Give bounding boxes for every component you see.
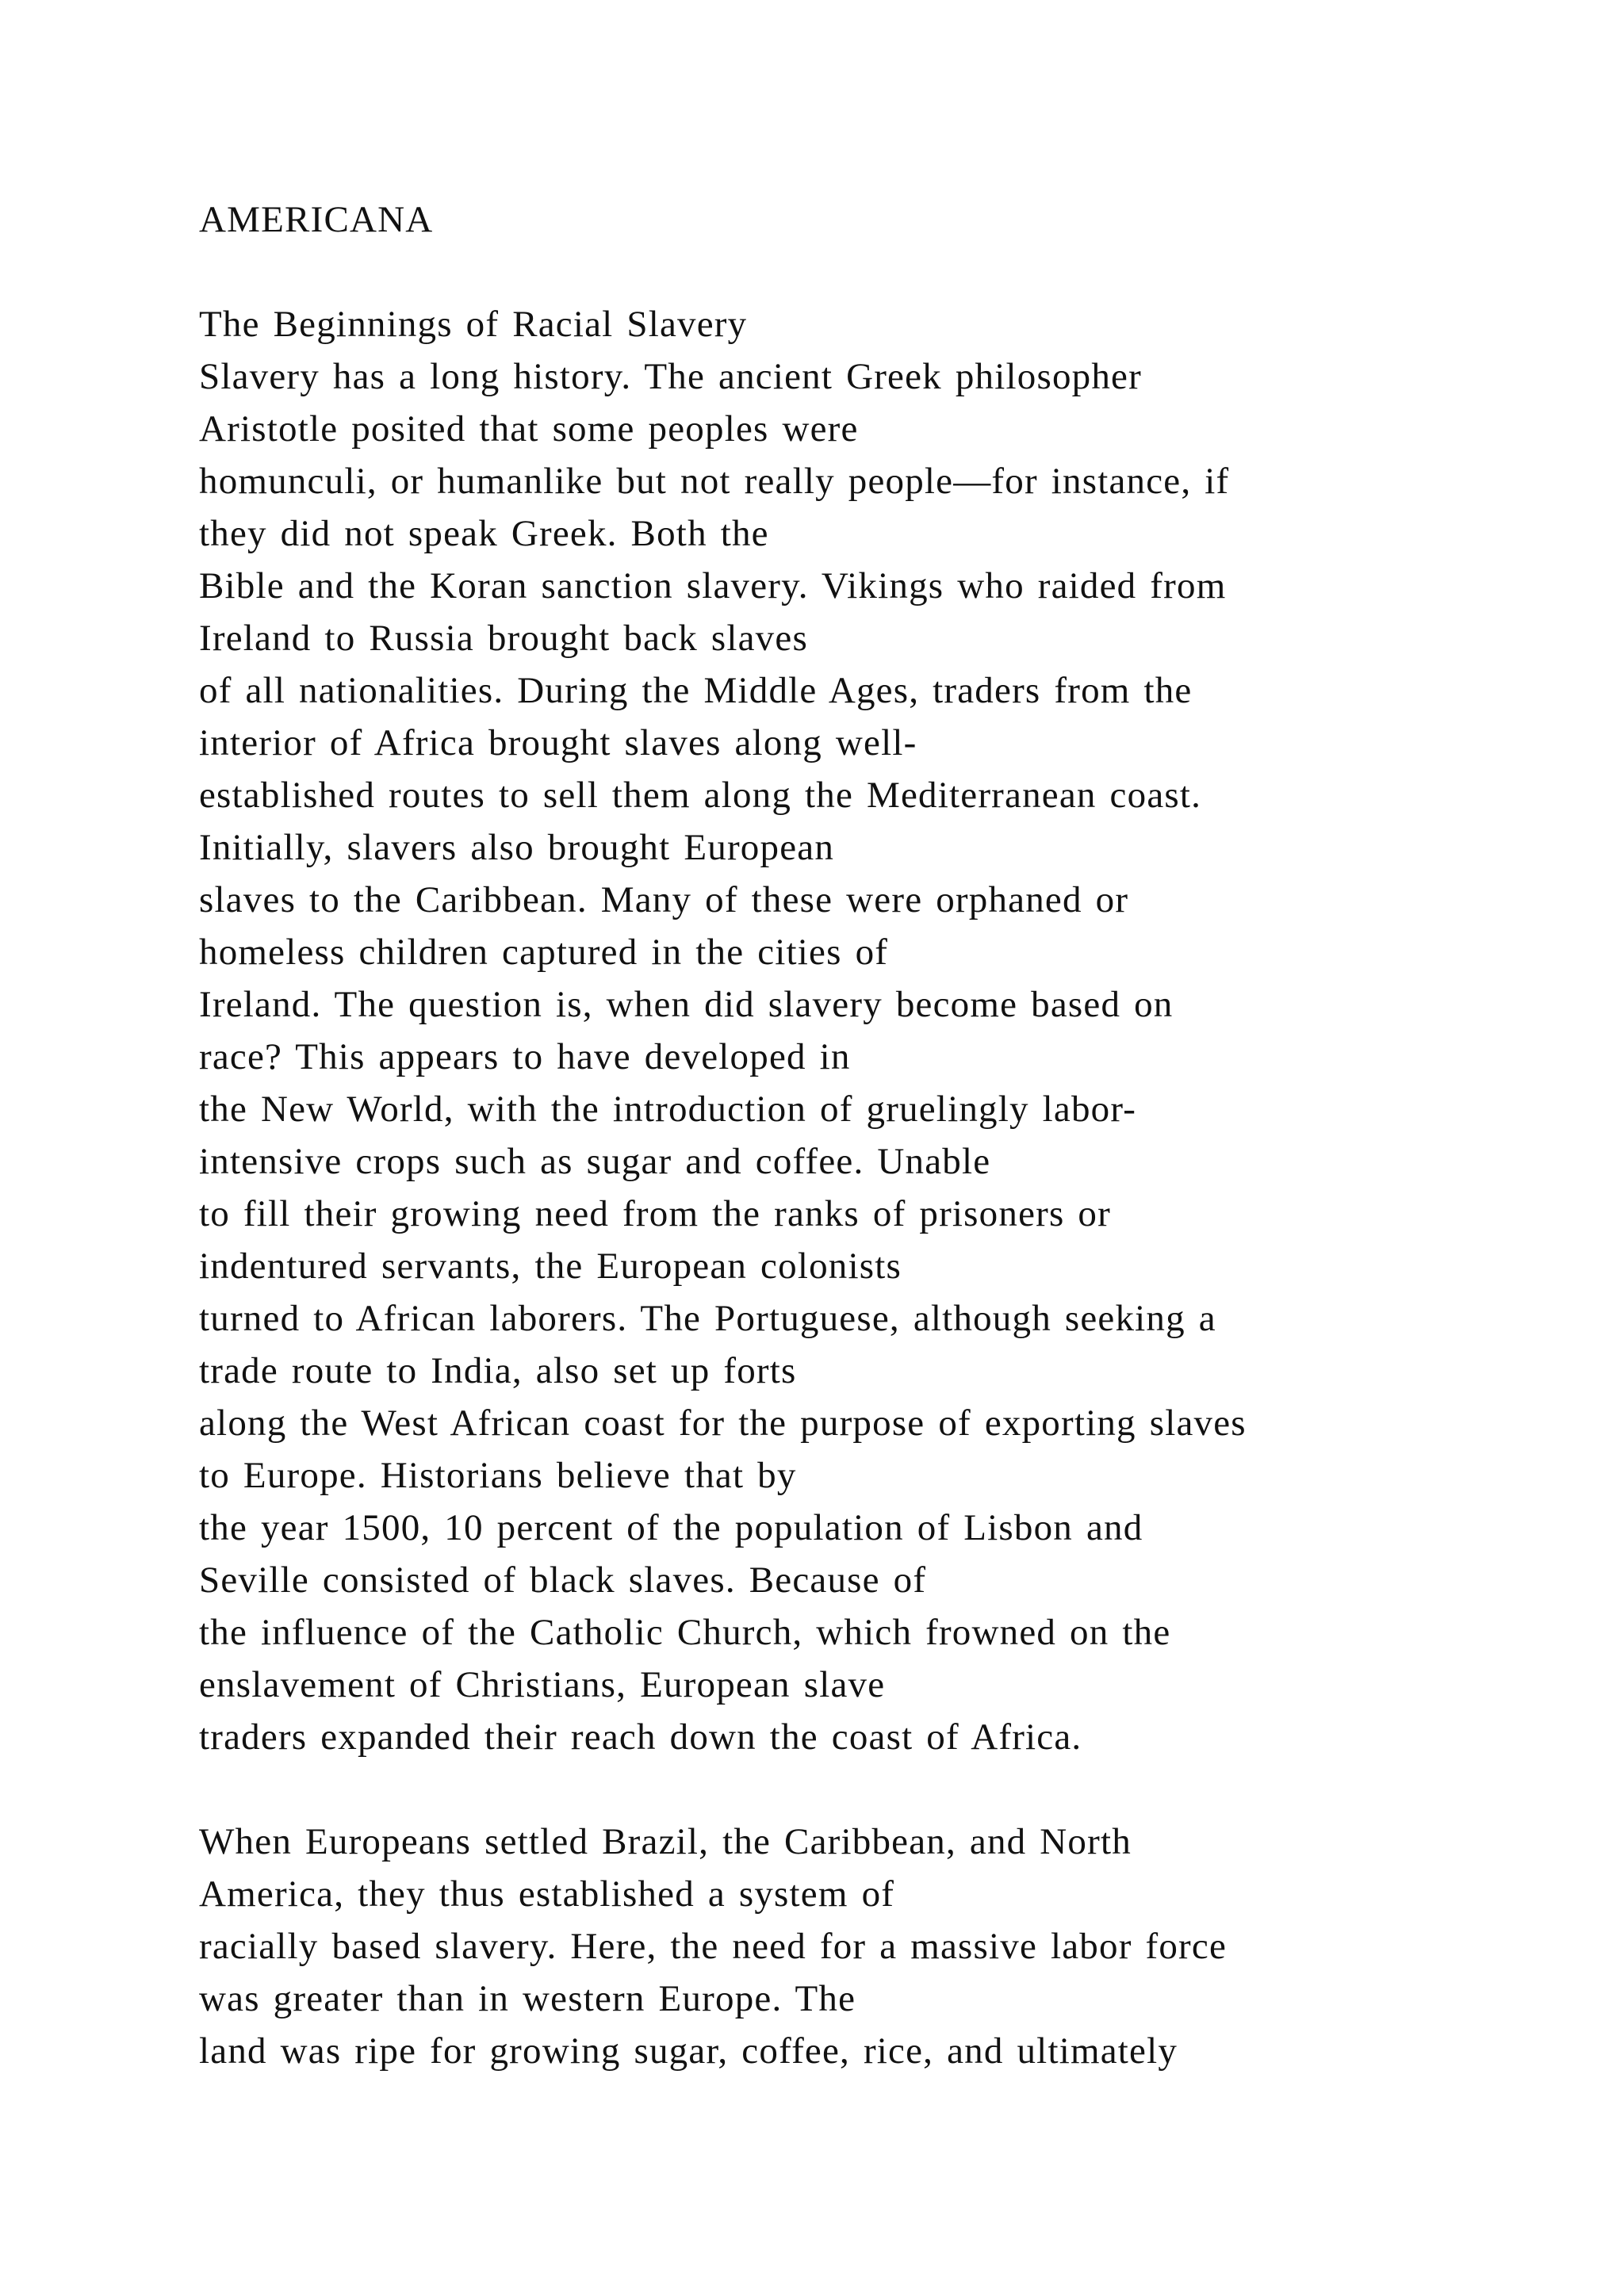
- text-line: the year 1500, 10 percent of the population of Lisbon and: [199, 1507, 1143, 1548]
- paragraph-2: [199, 1816, 1611, 2077]
- text-line: of all nationalities. During the Middle Ages, traders from the: [199, 670, 1193, 711]
- document-body: [199, 193, 1611, 2077]
- section-title: The Beginnings of Racial Slavery: [199, 304, 748, 345]
- text-line: When Europeans settled Brazil, the Caribbean, and North: [199, 1821, 1132, 1862]
- text-line: interior of Africa brought slaves along well-: [199, 722, 917, 763]
- text-line: established routes to sell them along the Mediterranean coast.: [199, 775, 1202, 816]
- text-line: Bible and the Koran sanction slavery. Vikings who raided from: [199, 565, 1227, 607]
- text-line: trade route to India, also set up forts: [199, 1350, 797, 1391]
- text-line: Initially, slavers also brought European: [199, 827, 835, 868]
- text-line: was greater than in western Europe. The: [199, 1978, 856, 2019]
- text-line: to fill their growing need from the ranks of prisoners or: [199, 1193, 1111, 1234]
- text-line: America, they thus established a system of: [199, 1873, 895, 1915]
- text-line: the influence of the Catholic Church, which frowned on the: [199, 1612, 1171, 1653]
- text-line: land was ripe for growing sugar, coffee, rice, and ultimately: [199, 2030, 1178, 2072]
- text-line: Ireland. The question is, when did slavery become based on: [199, 984, 1174, 1025]
- text-line: Seville consisted of black slaves. Because of: [199, 1559, 927, 1601]
- text-line: they did not speak Greek. Both the: [199, 513, 769, 554]
- text-line: race? This appears to have developed in: [199, 1036, 851, 1077]
- text-line: racially based slavery. Here, the need for a massive labor force: [199, 1926, 1228, 1967]
- text-line: to Europe. Historians believe that by: [199, 1455, 797, 1496]
- text-line: enslavement of Christians, European slave: [199, 1664, 886, 1705]
- blank-line: [199, 246, 1611, 298]
- document-heading: AMERICANA: [199, 199, 434, 240]
- text-line: traders expanded their reach down the coast of Africa.: [199, 1716, 1082, 1758]
- text-line: Aristotle posited that some peoples were: [199, 408, 859, 450]
- text-line: along the West African coast for the purpose of exporting slaves: [199, 1402, 1247, 1444]
- text-line: intensive crops such as sugar and coffee. Unable: [199, 1141, 991, 1182]
- text-line: homunculi, or humanlike but not really people—for instance, if: [199, 461, 1230, 502]
- text-line: the New World, with the introduction of gruelingly labor-: [199, 1089, 1137, 1130]
- blank-line: [199, 1763, 1611, 1816]
- text-line: homeless children captured in the cities of: [199, 932, 889, 973]
- text-line: indentured servants, the European colonists: [199, 1246, 902, 1287]
- text-line: Ireland to Russia brought back slaves: [199, 618, 808, 659]
- text-line: turned to African laborers. The Portuguese, although seeking a: [199, 1298, 1216, 1339]
- paragraph-1: [199, 350, 1611, 1763]
- text-line: Slavery has a long history. The ancient Greek philosopher: [199, 356, 1142, 397]
- text-line: slaves to the Caribbean. Many of these were orphaned or: [199, 879, 1129, 920]
